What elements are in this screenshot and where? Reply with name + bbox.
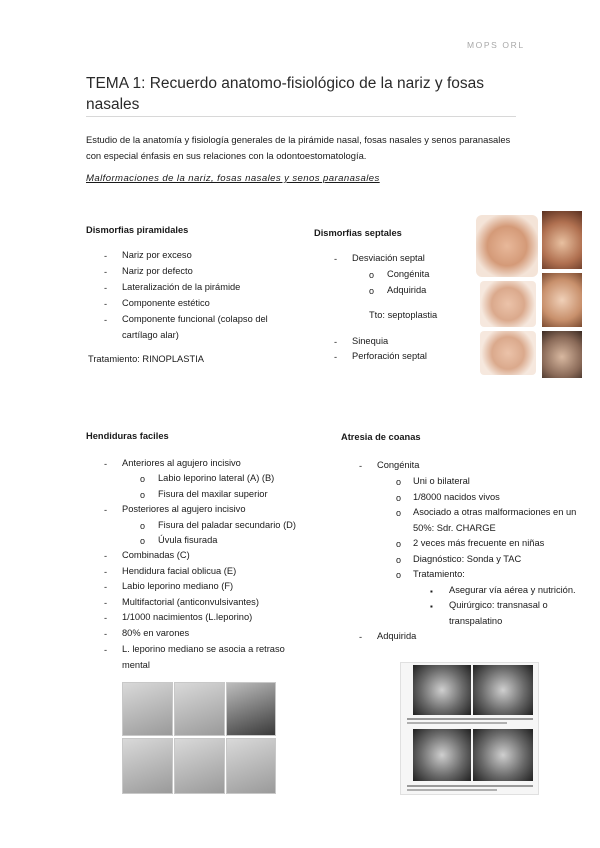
figure-caption-line bbox=[407, 789, 497, 791]
patient-photo bbox=[542, 211, 582, 269]
dash-marker: - bbox=[104, 567, 108, 577]
cleft-photo bbox=[174, 682, 225, 736]
heading-dismorfias-piramidales: Dismorfias piramidales bbox=[86, 225, 189, 235]
circle-marker: o bbox=[140, 521, 146, 531]
figure-caption-line bbox=[407, 785, 533, 787]
dash-marker: - bbox=[334, 254, 338, 264]
circle-marker: o bbox=[396, 539, 402, 549]
list-item: Multifactorial (anticonvulsivantes) bbox=[122, 597, 259, 607]
list-item: Úvula fisurada bbox=[158, 535, 218, 545]
circle-marker: o bbox=[369, 286, 375, 296]
cleft-photos-figure bbox=[122, 682, 276, 794]
circle-marker: o bbox=[396, 570, 402, 580]
list-item: Congénita bbox=[377, 460, 420, 470]
patient-photo bbox=[542, 331, 582, 378]
circle-marker: o bbox=[369, 270, 375, 280]
list-item: Desviación septal bbox=[352, 253, 425, 263]
dash-marker: - bbox=[334, 352, 338, 362]
list-item: Posteriores al agujero incisivo bbox=[122, 504, 246, 514]
ct-scan bbox=[413, 729, 471, 781]
circle-marker: o bbox=[396, 477, 402, 487]
header-tag: MOPS ORL bbox=[467, 40, 525, 50]
circle-marker: o bbox=[140, 490, 146, 500]
dash-marker: - bbox=[104, 505, 108, 515]
intro-paragraph: Estudio de la anatomía y fisiología generales de la pirámide nasal, fosas nasales y senos paranasales con especial énfasis en sus relaciones con la odontoestomatología. bbox=[86, 134, 511, 161]
section-subtitle: Malformaciones de la nariz, fosas nasales y senos paranasales bbox=[86, 173, 380, 184]
heading-atresia: Atresia de coanas bbox=[341, 432, 421, 442]
list-item: 1/1000 nacimientos (L.leporino) bbox=[122, 612, 253, 622]
dash-marker: - bbox=[359, 632, 363, 642]
list-item: Sinequia bbox=[352, 336, 389, 346]
anatomy-illustration bbox=[480, 281, 536, 327]
list-item: 2 veces más frecuente en niñas bbox=[413, 538, 545, 548]
circle-marker: o bbox=[396, 493, 402, 503]
dash-marker: - bbox=[104, 459, 108, 469]
list-item: Labio leporino mediano (F) bbox=[122, 581, 234, 591]
list-item: L. leporino mediano se asocia a retraso mental bbox=[122, 644, 285, 670]
heading-dismorfias-septales: Dismorfias septales bbox=[314, 228, 402, 238]
cleft-photo bbox=[174, 738, 225, 794]
septal-figure bbox=[476, 211, 582, 378]
list-item: Perforación septal bbox=[352, 351, 427, 361]
list-item: Tratamiento: bbox=[413, 569, 465, 579]
dash-marker: - bbox=[104, 645, 108, 655]
list-item: Nariz por defecto bbox=[122, 266, 193, 276]
patient-photo bbox=[542, 273, 582, 327]
list-item: Congénita bbox=[387, 269, 430, 279]
list-item: 80% en varones bbox=[122, 628, 190, 638]
ct-scan bbox=[413, 665, 471, 715]
list-item: Quirúrgico: transnasal o transpalatino bbox=[449, 600, 548, 626]
ct-scan bbox=[473, 665, 533, 715]
list-item: Asegurar vía aérea y nutrición. bbox=[449, 585, 576, 595]
dash-marker: - bbox=[334, 337, 338, 347]
list-item: Asociado a otras malformaciones en un 50%: Sdr. CHARGE bbox=[413, 507, 577, 533]
list-item: Componente funcional (colapso del cartílago alar) bbox=[122, 314, 268, 340]
list-item: Nariz por exceso bbox=[122, 250, 192, 260]
list-item: Combinadas (C) bbox=[122, 550, 190, 560]
treatment-rinoplastia: Tratamiento: RINOPLASTIA bbox=[88, 354, 204, 364]
cleft-photo bbox=[226, 738, 276, 794]
figure-caption-line bbox=[407, 722, 507, 724]
anatomy-illustration bbox=[480, 331, 536, 375]
page-title: TEMA 1: Recuerdo anatomo-fisiológico de la nariz y fosas nasales bbox=[86, 75, 485, 113]
cleft-photo bbox=[122, 738, 173, 794]
ct-scan bbox=[473, 729, 533, 781]
dash-marker: - bbox=[104, 299, 108, 309]
anatomy-illustration bbox=[476, 215, 538, 277]
dash-marker: - bbox=[104, 613, 108, 623]
circle-marker: o bbox=[140, 536, 146, 546]
list-item: Anteriores al agujero incisivo bbox=[122, 458, 241, 468]
cleft-photo bbox=[122, 682, 173, 736]
dash-marker: - bbox=[104, 251, 108, 261]
list-item: Adquirida bbox=[387, 285, 427, 295]
list-item: Componente estético bbox=[122, 298, 210, 308]
heading-hendiduras: Hendiduras faciles bbox=[86, 431, 169, 441]
list-item: Adquirida bbox=[377, 631, 417, 641]
list-item: Lateralización de la pirámide bbox=[122, 282, 241, 292]
dash-marker: - bbox=[104, 598, 108, 608]
dash-marker: - bbox=[104, 315, 108, 325]
list-item: Diagnóstico: Sonda y TAC bbox=[413, 554, 522, 564]
list-item: Uni o bilateral bbox=[413, 476, 470, 486]
treatment-septoplastia: Tto: septoplastia bbox=[369, 310, 438, 320]
circle-marker: o bbox=[140, 474, 146, 484]
figure-caption-line bbox=[407, 718, 533, 720]
dash-marker: - bbox=[104, 283, 108, 293]
list-item: Fisura del paladar secundario (D) bbox=[158, 520, 296, 530]
cleft-photo bbox=[226, 682, 276, 736]
dash-marker: - bbox=[104, 267, 108, 277]
list-item: Hendidura facial oblicua (E) bbox=[122, 566, 237, 576]
dash-marker: - bbox=[359, 461, 363, 471]
dash-marker: - bbox=[104, 582, 108, 592]
list-item: Fisura del maxilar superior bbox=[158, 489, 268, 499]
circle-marker: o bbox=[396, 508, 402, 518]
square-marker: ▪ bbox=[430, 587, 433, 596]
circle-marker: o bbox=[396, 555, 402, 565]
list-item: Labio leporino lateral (A) (B) bbox=[158, 473, 275, 483]
dash-marker: - bbox=[104, 551, 108, 561]
list-item: 1/8000 nacidos vivos bbox=[413, 492, 500, 502]
title-divider bbox=[86, 116, 516, 117]
dash-marker: - bbox=[104, 629, 108, 639]
square-marker: ▪ bbox=[430, 602, 433, 611]
ct-scans-figure bbox=[400, 662, 539, 795]
